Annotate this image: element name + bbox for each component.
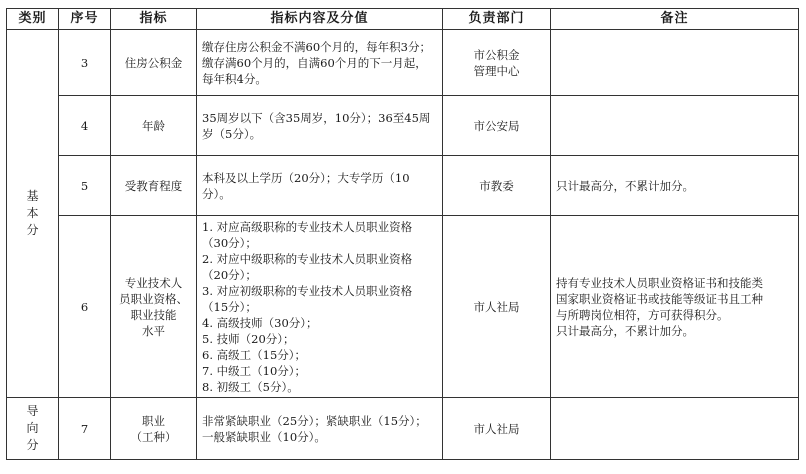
row-indicator: 受教育程度 — [111, 156, 197, 216]
row-department: 市人社局 — [443, 398, 551, 460]
row-note: 只计最高分，不累计加分。 — [551, 156, 799, 216]
row-number: 5 — [59, 156, 111, 216]
row-number: 3 — [59, 30, 111, 96]
row-indicator: 住房公积金 — [111, 30, 197, 96]
row-content: 缴存住房公积金不满60个月的，每年积3分； 缴存满60个月的，自满60个月的下一月起， 每年积4分。 — [197, 30, 443, 96]
header-number: 序号 — [59, 9, 111, 30]
row-indicator: 专业技术人 员职业资格、 职业技能 水平 — [111, 216, 197, 398]
table-row — [7, 96, 799, 156]
row-content: 本科及以上学历（20分）；大专学历（10分）。 — [197, 156, 443, 216]
row-content: 1. 对应高级职称的专业技术人员职业资格 （30分）； 2. 对应中级职称的专业技术人员职业资格 （20分）； 3. 对应初级职称的专业技术人员职业资格 （15分）； 4. 高级技师（30分）； 5. 技师（20分）； 6. 高级工（15分）； 7. 中级工（10分）； 8. 初级工（5分）。 — [197, 216, 443, 398]
header-note: 备注 — [551, 9, 799, 30]
category-guidance: 导 向 分 — [7, 398, 59, 460]
row-department: 市人社局 — [443, 216, 551, 398]
row-department: 市公安局 — [443, 96, 551, 156]
row-indicator: 职业 （工种） — [111, 398, 197, 460]
row-number: 6 — [59, 216, 111, 398]
table-header-row — [7, 9, 799, 30]
row-department: 市教委 — [443, 156, 551, 216]
row-content: 35周岁以下（含35周岁，10分）；36至45周 岁（5分）。 — [197, 96, 443, 156]
row-note — [551, 398, 799, 460]
table-row — [7, 156, 799, 216]
table-row — [7, 30, 799, 96]
header-category: 类别 — [7, 9, 59, 30]
table-row — [7, 216, 799, 398]
row-department: 市公积金 管理中心 — [443, 30, 551, 96]
category-basic: 基 本 分 — [7, 30, 59, 398]
header-indicator: 指标 — [111, 9, 197, 30]
points-table — [6, 8, 799, 460]
header-content: 指标内容及分值 — [197, 9, 443, 30]
row-note: 持有专业技术人员职业资格证书和技能类 国家职业资格证书或技能等级证书且工种 与所聘岗位相符，方可获得积分。 只计最高分，不累计加分。 — [551, 216, 799, 398]
row-note — [551, 30, 799, 96]
table-row — [7, 398, 799, 460]
row-note — [551, 96, 799, 156]
header-department: 负责部门 — [443, 9, 551, 30]
row-number: 4 — [59, 96, 111, 156]
row-number: 7 — [59, 398, 111, 460]
row-content: 非常紧缺职业（25分）；紧缺职业（15分）； 一般紧缺职业（10分）。 — [197, 398, 443, 460]
row-indicator: 年龄 — [111, 96, 197, 156]
